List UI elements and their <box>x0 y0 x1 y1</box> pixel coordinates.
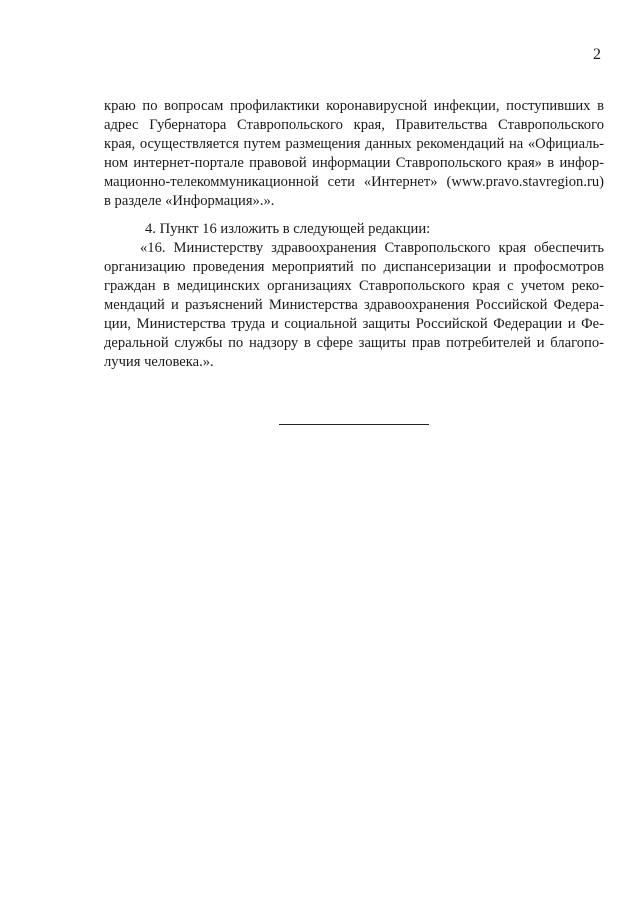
text-line: мендаций и разъяснений Министерства здравоохранения Российской Федера- <box>104 297 604 313</box>
text-line: мационно-телекоммуникационной сети «Интернет» (www.pravo.stavregion.ru) <box>104 174 604 190</box>
text-line: организацию проведения мероприятий по диспансеризации и профосмотров <box>104 259 604 275</box>
text-line: лучия человека.». <box>104 354 214 370</box>
text-line: деральной службы по надзору в сфере защиты прав потребителей и благопо- <box>104 335 604 351</box>
text-line: ции, Министерства труда и социальной защиты Российской Федерации и Фе- <box>104 316 604 332</box>
text-line: в разделе «Информация».». <box>104 193 275 209</box>
end-separator-line <box>279 424 429 425</box>
text-line: края, осуществляется путем размещения данных рекомендаций на «Официаль- <box>104 136 604 152</box>
text-line: граждан в медицинских организациях Ставропольского края с учетом реко- <box>104 278 604 294</box>
text-line: краю по вопросам профилактики коронавирусной инфекции, поступивших в <box>104 98 604 114</box>
text-line: ном интернет-портале правовой информации Ставропольского края» в инфор- <box>104 155 604 171</box>
text-line: адрес Губернатора Ставропольского края, Правительства Ставропольского <box>104 117 604 133</box>
page-number: 2 <box>593 46 601 63</box>
text-line: «16. Министерству здравоохранения Ставропольского края обеспечить <box>140 240 604 256</box>
item-heading: 4. Пункт 16 изложить в следующей редакции: <box>145 221 431 237</box>
